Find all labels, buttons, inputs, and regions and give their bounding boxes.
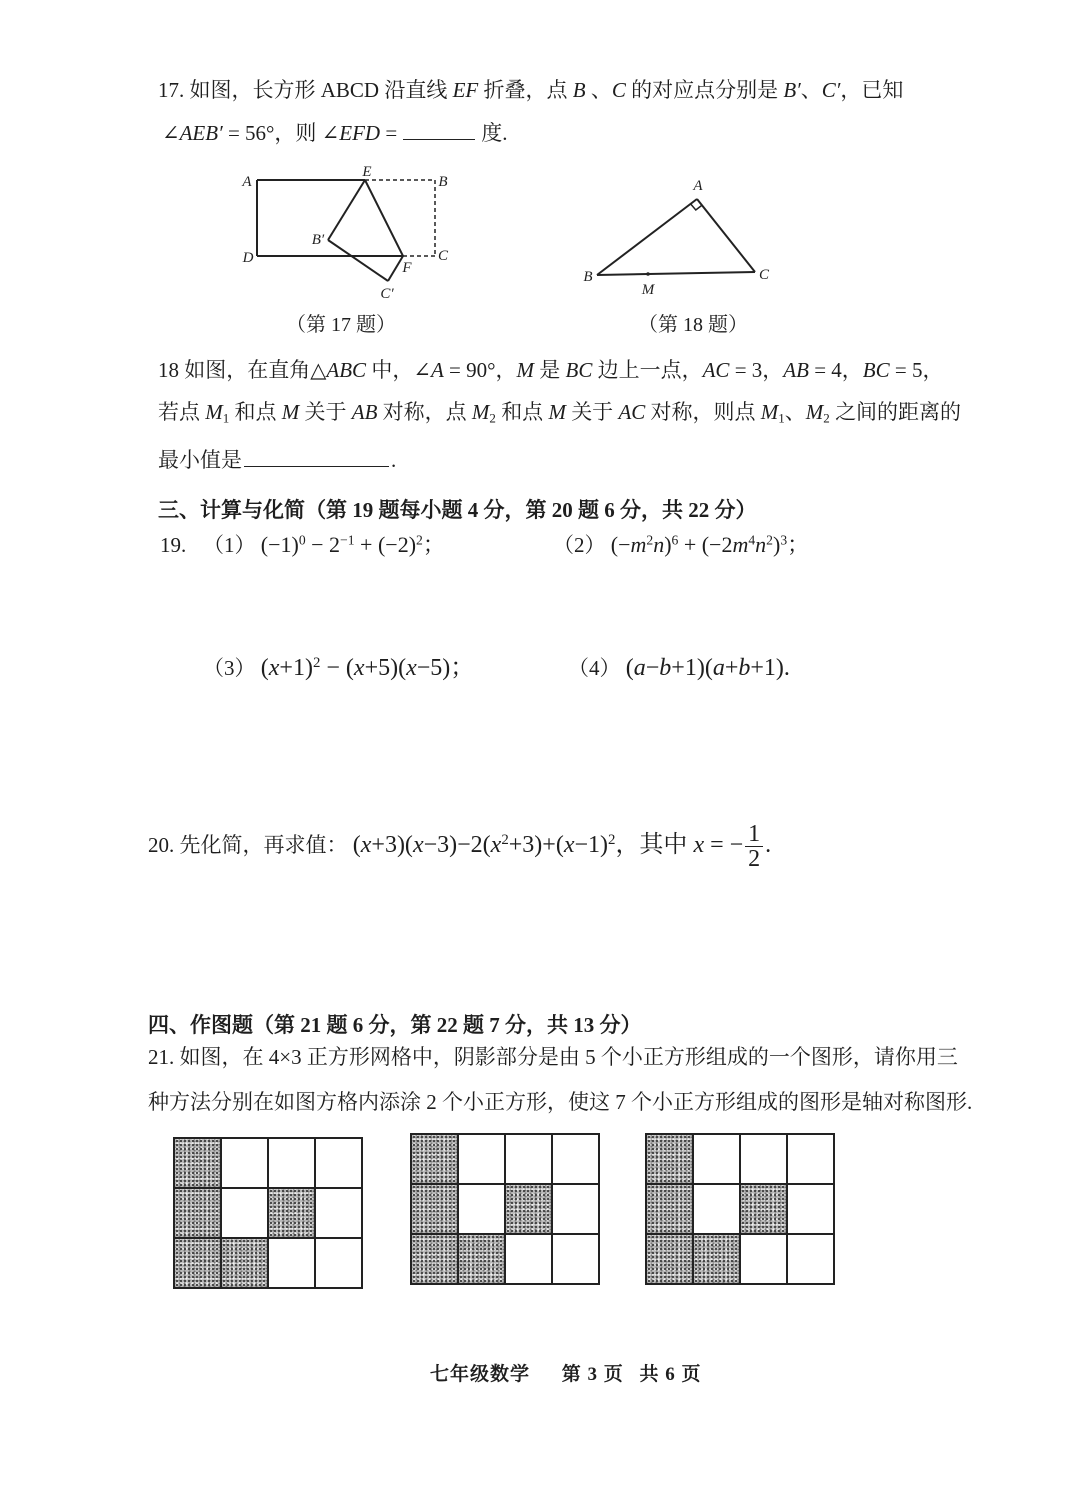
figures (0, 145, 1080, 315)
grid-cell (506, 1235, 553, 1285)
text-segment: 和点 (229, 400, 282, 424)
label-b-prime: B′ (311, 232, 325, 248)
text-segment: M (516, 358, 535, 382)
text-segment: M (471, 400, 490, 424)
q19-part-2-label: （2） (553, 533, 606, 557)
text-segment: b (659, 655, 672, 681)
grid-cell-shaded (506, 1185, 553, 1235)
text-segment: 2 (501, 831, 509, 848)
text-segment: 对称，则点 (645, 400, 761, 424)
text-segment: 6 (671, 532, 679, 548)
text-segment: x (563, 832, 575, 858)
label-c-prime: C′ (380, 286, 394, 302)
q20 (148, 820, 771, 871)
answer-blank (403, 121, 475, 140)
text-segment: ( (352, 832, 361, 858)
text-segment: = 56°，则 ∠ (222, 121, 340, 145)
text-segment: B (572, 78, 586, 102)
text-segment: ( (260, 655, 269, 681)
label-c: C (437, 248, 449, 264)
text-segment: 4 (748, 532, 756, 548)
text-segment: BC (565, 358, 593, 382)
text-segment: +1)( (671, 655, 713, 681)
text-segment: AC (702, 358, 730, 382)
answer-blank (244, 448, 389, 467)
q18-line-2 (158, 399, 961, 425)
label-c: C (758, 267, 770, 283)
text-segment: ； (787, 532, 810, 557)
grid-cell (694, 1185, 741, 1235)
grid-cell (316, 1239, 363, 1289)
text-segment: x (268, 655, 280, 681)
grid-cell-shaded (222, 1239, 269, 1289)
text-segment: 1 (222, 410, 230, 426)
q17-unit: 度. (481, 121, 508, 145)
text-segment: . (765, 832, 772, 858)
grid-cell-shaded (694, 1235, 741, 1285)
q21-line-2: 种方法分别在如图方格内添涂 2 个小正方形，使这 7 个小正方形组成的图形是轴对称图形. (148, 1090, 973, 1114)
text-segment: + (724, 655, 739, 681)
text-segment: M (548, 400, 566, 424)
text-segment: = 5， (889, 358, 944, 382)
grid-cell (741, 1135, 788, 1185)
text-segment: M (205, 400, 223, 424)
text-segment: 对称，点 (377, 400, 472, 424)
text-segment: AC (618, 400, 646, 424)
text-segment: M (281, 400, 300, 424)
text-segment: M (760, 400, 779, 424)
page-footer (430, 1359, 702, 1386)
grid-cell (788, 1185, 835, 1235)
text-segment: 若点 (158, 400, 206, 424)
text-segment: −1 (340, 532, 355, 548)
section-4-heading: 四、作图题（第 21 题 6 分，第 22 题 7 分，共 13 分） (148, 1013, 642, 1037)
grid-cell (553, 1185, 600, 1235)
text-segment: 、 (784, 400, 806, 424)
text-segment: ∠ (162, 121, 180, 145)
side-ab (597, 199, 697, 275)
q19-part-4 (568, 653, 790, 683)
q19-number: 19. (160, 533, 187, 557)
caption-18: （第 18 题） (638, 314, 748, 336)
text-segment: 2 (766, 532, 773, 548)
label-m: M (641, 282, 655, 298)
section-3-heading: 三、计算与化简（第 19 题每小题 4 分，第 20 题 6 分，共 22 分） (158, 498, 757, 522)
label-f: F (402, 260, 412, 276)
grid-cell-shaded (175, 1239, 222, 1289)
text-segment: x (353, 655, 365, 681)
q19-part-2-expr (611, 532, 809, 557)
text-segment: +3)( (371, 832, 413, 858)
grid-cell-shaded (647, 1185, 694, 1235)
q17-line-2 (162, 120, 507, 146)
q20-expr (352, 820, 772, 872)
q19-part-4-label: （4） (568, 656, 621, 680)
fold-cprime-f (388, 256, 403, 281)
grid-cell (694, 1135, 741, 1185)
text-segment: +5)( (364, 655, 407, 681)
q19-part-3 (203, 653, 474, 683)
answer-grid-3 (645, 1133, 835, 1285)
text-segment: −5)； (416, 655, 475, 681)
text-segment: + (−2 (678, 532, 733, 557)
text-segment: a (712, 655, 725, 681)
text-segment: ) (664, 532, 672, 557)
text-segment: 是 (534, 358, 566, 382)
text-segment: 2 (489, 410, 496, 426)
label-b: B (438, 174, 448, 190)
grid-cell (222, 1189, 269, 1239)
q18-line-3-text: 最小值是 (158, 448, 242, 472)
text-segment: 、 (800, 78, 822, 102)
text-segment: x (412, 832, 424, 858)
text-segment: ，已知 (840, 78, 904, 102)
text-segment: ，其中 (615, 832, 694, 858)
text-segment: (− (610, 532, 631, 557)
footer-subject: 七年级数学 (430, 1364, 531, 1385)
text-segment: 2 (823, 410, 830, 426)
grid-cell-shaded (412, 1185, 459, 1235)
grid-cell-shaded (269, 1189, 316, 1239)
crease-ef (365, 180, 403, 256)
q18-period: . (391, 448, 397, 472)
point-m (646, 272, 650, 276)
text-segment: 折叠，点 (478, 78, 573, 102)
grid-cell (269, 1239, 316, 1289)
footer-page: 第 3 页 (561, 1364, 624, 1385)
text-segment: = (380, 121, 398, 145)
text-segment: ABC (326, 358, 367, 382)
grid-cell-shaded (175, 1189, 222, 1239)
q19-part-3-label: （3） (203, 656, 256, 680)
fold-e-bprime (328, 180, 365, 240)
text-segment: 17. 如图，长方形 ABCD 沿直线 (158, 78, 453, 102)
text-segment: x (490, 832, 502, 858)
q19-part-1-label: （1） (203, 533, 256, 557)
grid-cell (553, 1235, 600, 1285)
text-segment: = 90°， (443, 358, 517, 382)
text-segment: ( (625, 655, 634, 681)
text-segment: ； (422, 532, 445, 557)
grid-cell-shaded (647, 1135, 694, 1185)
text-segment: 关于 (565, 400, 619, 424)
text-segment: 1 (778, 410, 785, 426)
fold-bprime-cprime (328, 240, 388, 281)
grid-cell (316, 1189, 363, 1239)
text-segment: C (611, 78, 626, 102)
label-b: B (583, 269, 593, 285)
figure-18 (583, 178, 770, 298)
grid-cell (316, 1139, 363, 1189)
grid-cell-shaded (412, 1135, 459, 1185)
text-segment: ) (772, 532, 781, 557)
text-segment: b (738, 655, 751, 681)
text-segment: −3)−2( (423, 832, 491, 858)
text-segment: AEB′ (179, 121, 223, 145)
text-segment: 、 (585, 78, 612, 102)
q19-part-2 (553, 532, 809, 558)
text-segment: 2 (646, 532, 654, 548)
label-a: A (693, 178, 703, 194)
answer-grid-1 (173, 1137, 363, 1289)
text-segment: 2 (416, 532, 423, 548)
text-segment: x (360, 832, 372, 858)
grid-cell-shaded (412, 1235, 459, 1285)
text-segment: 中，∠ (366, 358, 431, 382)
text-segment: − ( (320, 655, 354, 681)
grid-cell (459, 1185, 506, 1235)
text-segment: n (653, 532, 665, 557)
text-segment: 之间的距离的 (829, 400, 962, 424)
text-segment: m (630, 532, 647, 557)
text-segment: m (732, 532, 749, 557)
grid-cell (459, 1135, 506, 1185)
text-segment: +3)+( (508, 832, 564, 858)
grid-cell-shaded (459, 1235, 506, 1285)
grid-cell (788, 1235, 835, 1285)
figure-17 (241, 164, 449, 302)
q20-prompt: 20. 先化简，再求值： (148, 833, 348, 857)
q19-part-4-expr (626, 655, 790, 681)
q21-line-1: 21. 如图，在 4×3 正方形网格中，阴影部分是由 5 个小正方形组成的一个图形，请你用三 (148, 1045, 958, 1069)
text-segment: = − (704, 832, 744, 858)
text-segment: M (805, 400, 824, 424)
text-segment: n (755, 532, 767, 557)
q17-line-1 (158, 77, 903, 103)
side-ac (697, 199, 755, 272)
text-segment: B′ (783, 78, 801, 102)
text-segment: 0 (298, 532, 306, 548)
grid-cell (222, 1139, 269, 1189)
fraction-part: 2 (748, 845, 761, 872)
text-segment: 边上一点， (592, 358, 703, 382)
text-segment: BC (862, 358, 890, 382)
text-segment: AB (351, 400, 378, 424)
q18-line-1 (158, 357, 943, 383)
text-segment: −1) (574, 832, 608, 858)
q19-part-1 (203, 532, 445, 558)
text-segment: + (−2) (354, 532, 417, 557)
q18-line-3 (158, 447, 396, 473)
text-segment: (−1) (260, 532, 299, 557)
grid-cell (741, 1235, 788, 1285)
q17-line-2-text (162, 121, 397, 145)
answer-grid-2 (410, 1133, 600, 1285)
text-segment: 18 如图，在直角△ (158, 358, 327, 382)
text-segment: a (633, 655, 646, 681)
text-segment: x (406, 655, 417, 681)
fraction (745, 822, 763, 871)
text-segment: − 2 (305, 532, 341, 557)
q19-part-3-expr (261, 655, 475, 681)
label-e: E (362, 164, 372, 180)
grid-cell-shaded (175, 1139, 222, 1189)
text-segment: +1) (279, 655, 313, 681)
label-d: D (242, 250, 254, 266)
text-segment: 2 (608, 831, 616, 848)
text-segment: = 3， (729, 358, 784, 382)
text-segment: 关于 (299, 400, 352, 424)
text-segment: +1). (750, 655, 790, 681)
grid-cell (553, 1135, 600, 1185)
label-a: A (242, 174, 252, 190)
footer-total: 共 6 页 (639, 1364, 702, 1385)
text-segment: 和点 (495, 400, 549, 424)
q19-part-1-expr (261, 532, 445, 557)
text-segment: AB (783, 358, 809, 382)
text-segment: x (693, 832, 705, 858)
grid-cell (788, 1135, 835, 1185)
side-bc (597, 272, 755, 275)
grid-cell-shaded (741, 1185, 788, 1235)
text-segment: A (430, 358, 444, 382)
text-segment: = 4， (808, 358, 863, 382)
grid-cell (506, 1135, 553, 1185)
text-segment: 的对应点分别是 (625, 78, 784, 102)
fraction-part: 1 (745, 822, 763, 847)
text-segment: EFD (339, 121, 381, 145)
text-segment: − (645, 655, 660, 681)
text-segment: EF (452, 78, 479, 102)
caption-17: （第 17 题） (286, 314, 396, 336)
text-segment: 3 (780, 532, 788, 548)
grid-cell-shaded (647, 1235, 694, 1285)
text-segment: C′ (821, 78, 841, 102)
grid-cell (269, 1139, 316, 1189)
text-segment: 2 (312, 654, 321, 671)
